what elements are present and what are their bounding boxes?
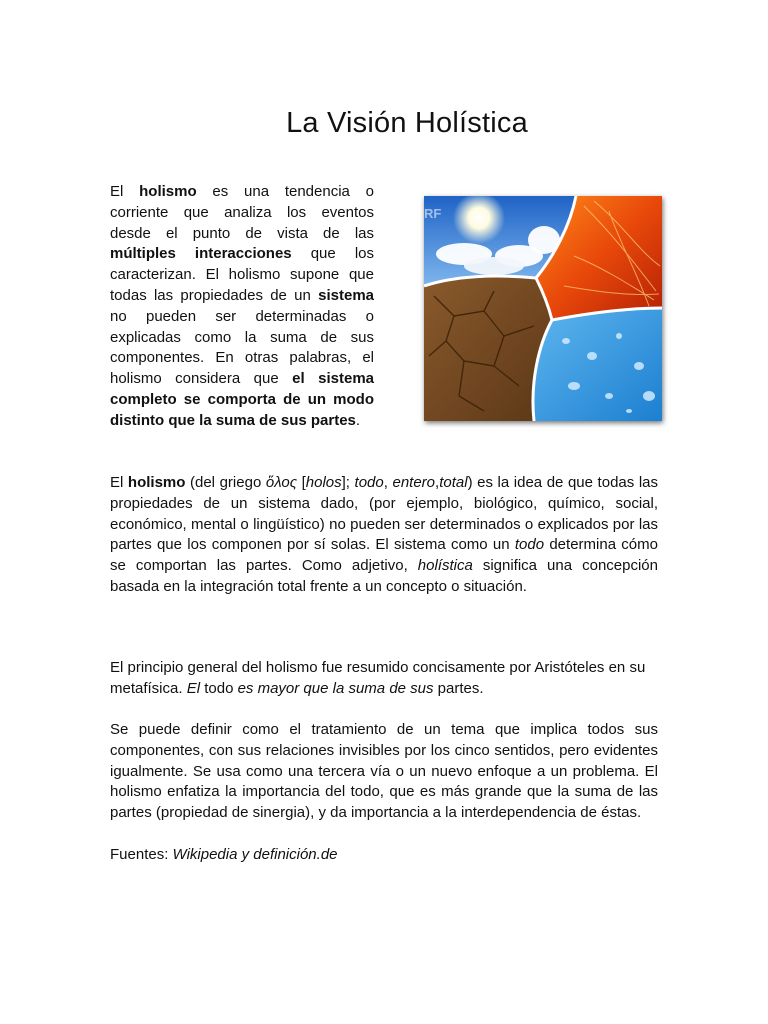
holismo-italic: entero [392, 474, 436, 491]
holismo-text: ) es la idea de que todas las propiedades de un sistema dado, (por ejemplo, biológico, químico, social, económico, mental o lingüístico) no pueden ser determinados o explicados por las partes que los componen por sí solas. El sistema como un [110, 474, 658, 554]
holismo-italic: holos [305, 474, 342, 491]
intro-bold: sistema [318, 286, 374, 304]
sources-label: Fuentes: [110, 846, 173, 863]
intro-text: El [110, 183, 140, 200]
holismo-italic: ὅλος [265, 474, 298, 491]
holismo-paragraph [110, 473, 658, 598]
principio-paragraph [110, 658, 658, 700]
definir-paragraph: Se puede definir como el tratamiento de un tema que implica todos sus componentes, con sus relaciones invisibles por los cinco sentidos, pero evidentes igualmente. Se usa como una tercera vía o un nuevo enfoque a un problema. El holismo enfatiza la importancia del todo, que es más grande que la suma de las partes (propiedad de sinergia), y da importancia a la interdependencia de éstas. [110, 721, 658, 822]
holismo-text: El [110, 474, 128, 491]
holismo-text: (del griego [185, 474, 266, 491]
principio-text: todo [200, 679, 238, 697]
principio-italic: es mayor que la suma de sus [237, 679, 434, 697]
page-title: La Visión Holística [286, 107, 528, 140]
sources-value: Wikipedia y definición.de [172, 846, 338, 863]
intro-text: no pueden ser determinadas o explicadas como la suma de sus componentes. En otras palabras, el holismo considera que [110, 307, 374, 388]
principio-text: El principio general del holismo fue resumido concisamente por Aristóteles en su metafísica. [110, 659, 646, 697]
intro-bold: múltiples interacciones [110, 245, 292, 263]
holismo-text: ]; [341, 474, 355, 491]
holismo-italic: todo [514, 536, 545, 554]
intro-bold: holismo [139, 183, 197, 200]
intro-text: que los caracterizan. El holismo supone que todas las propiedades de un [110, 245, 374, 304]
intro-text: es una tendencia o corriente que analiza los eventos desde el punto de vista de las [110, 183, 375, 242]
intro-text: . [355, 411, 361, 429]
watermark-text: RF [424, 206, 442, 221]
holismo-bold: holismo [127, 474, 186, 491]
holismo-italic: todo [354, 474, 384, 491]
four-elements-illustration [424, 196, 662, 421]
sources-line [110, 845, 658, 866]
holismo-text: , [435, 474, 440, 491]
principio-text: partes. [433, 679, 484, 697]
principio-italic: El [186, 679, 201, 697]
holismo-text: , [383, 474, 393, 491]
holismo-text: determina cómo se comportan las partes. Como adjetivo, [110, 536, 658, 575]
intro-bold: el sistema completo se comporta de un modo distinto que la suma de sus partes [110, 370, 374, 429]
four-elements-image [424, 196, 662, 421]
holismo-text: [ [297, 474, 306, 491]
holismo-italic: total [439, 474, 468, 491]
intro-paragraph [110, 182, 374, 432]
holismo-italic: holística [417, 557, 473, 575]
holismo-text: significa una concepción basada en la integración total frente a un concepto o situación. [110, 557, 658, 595]
